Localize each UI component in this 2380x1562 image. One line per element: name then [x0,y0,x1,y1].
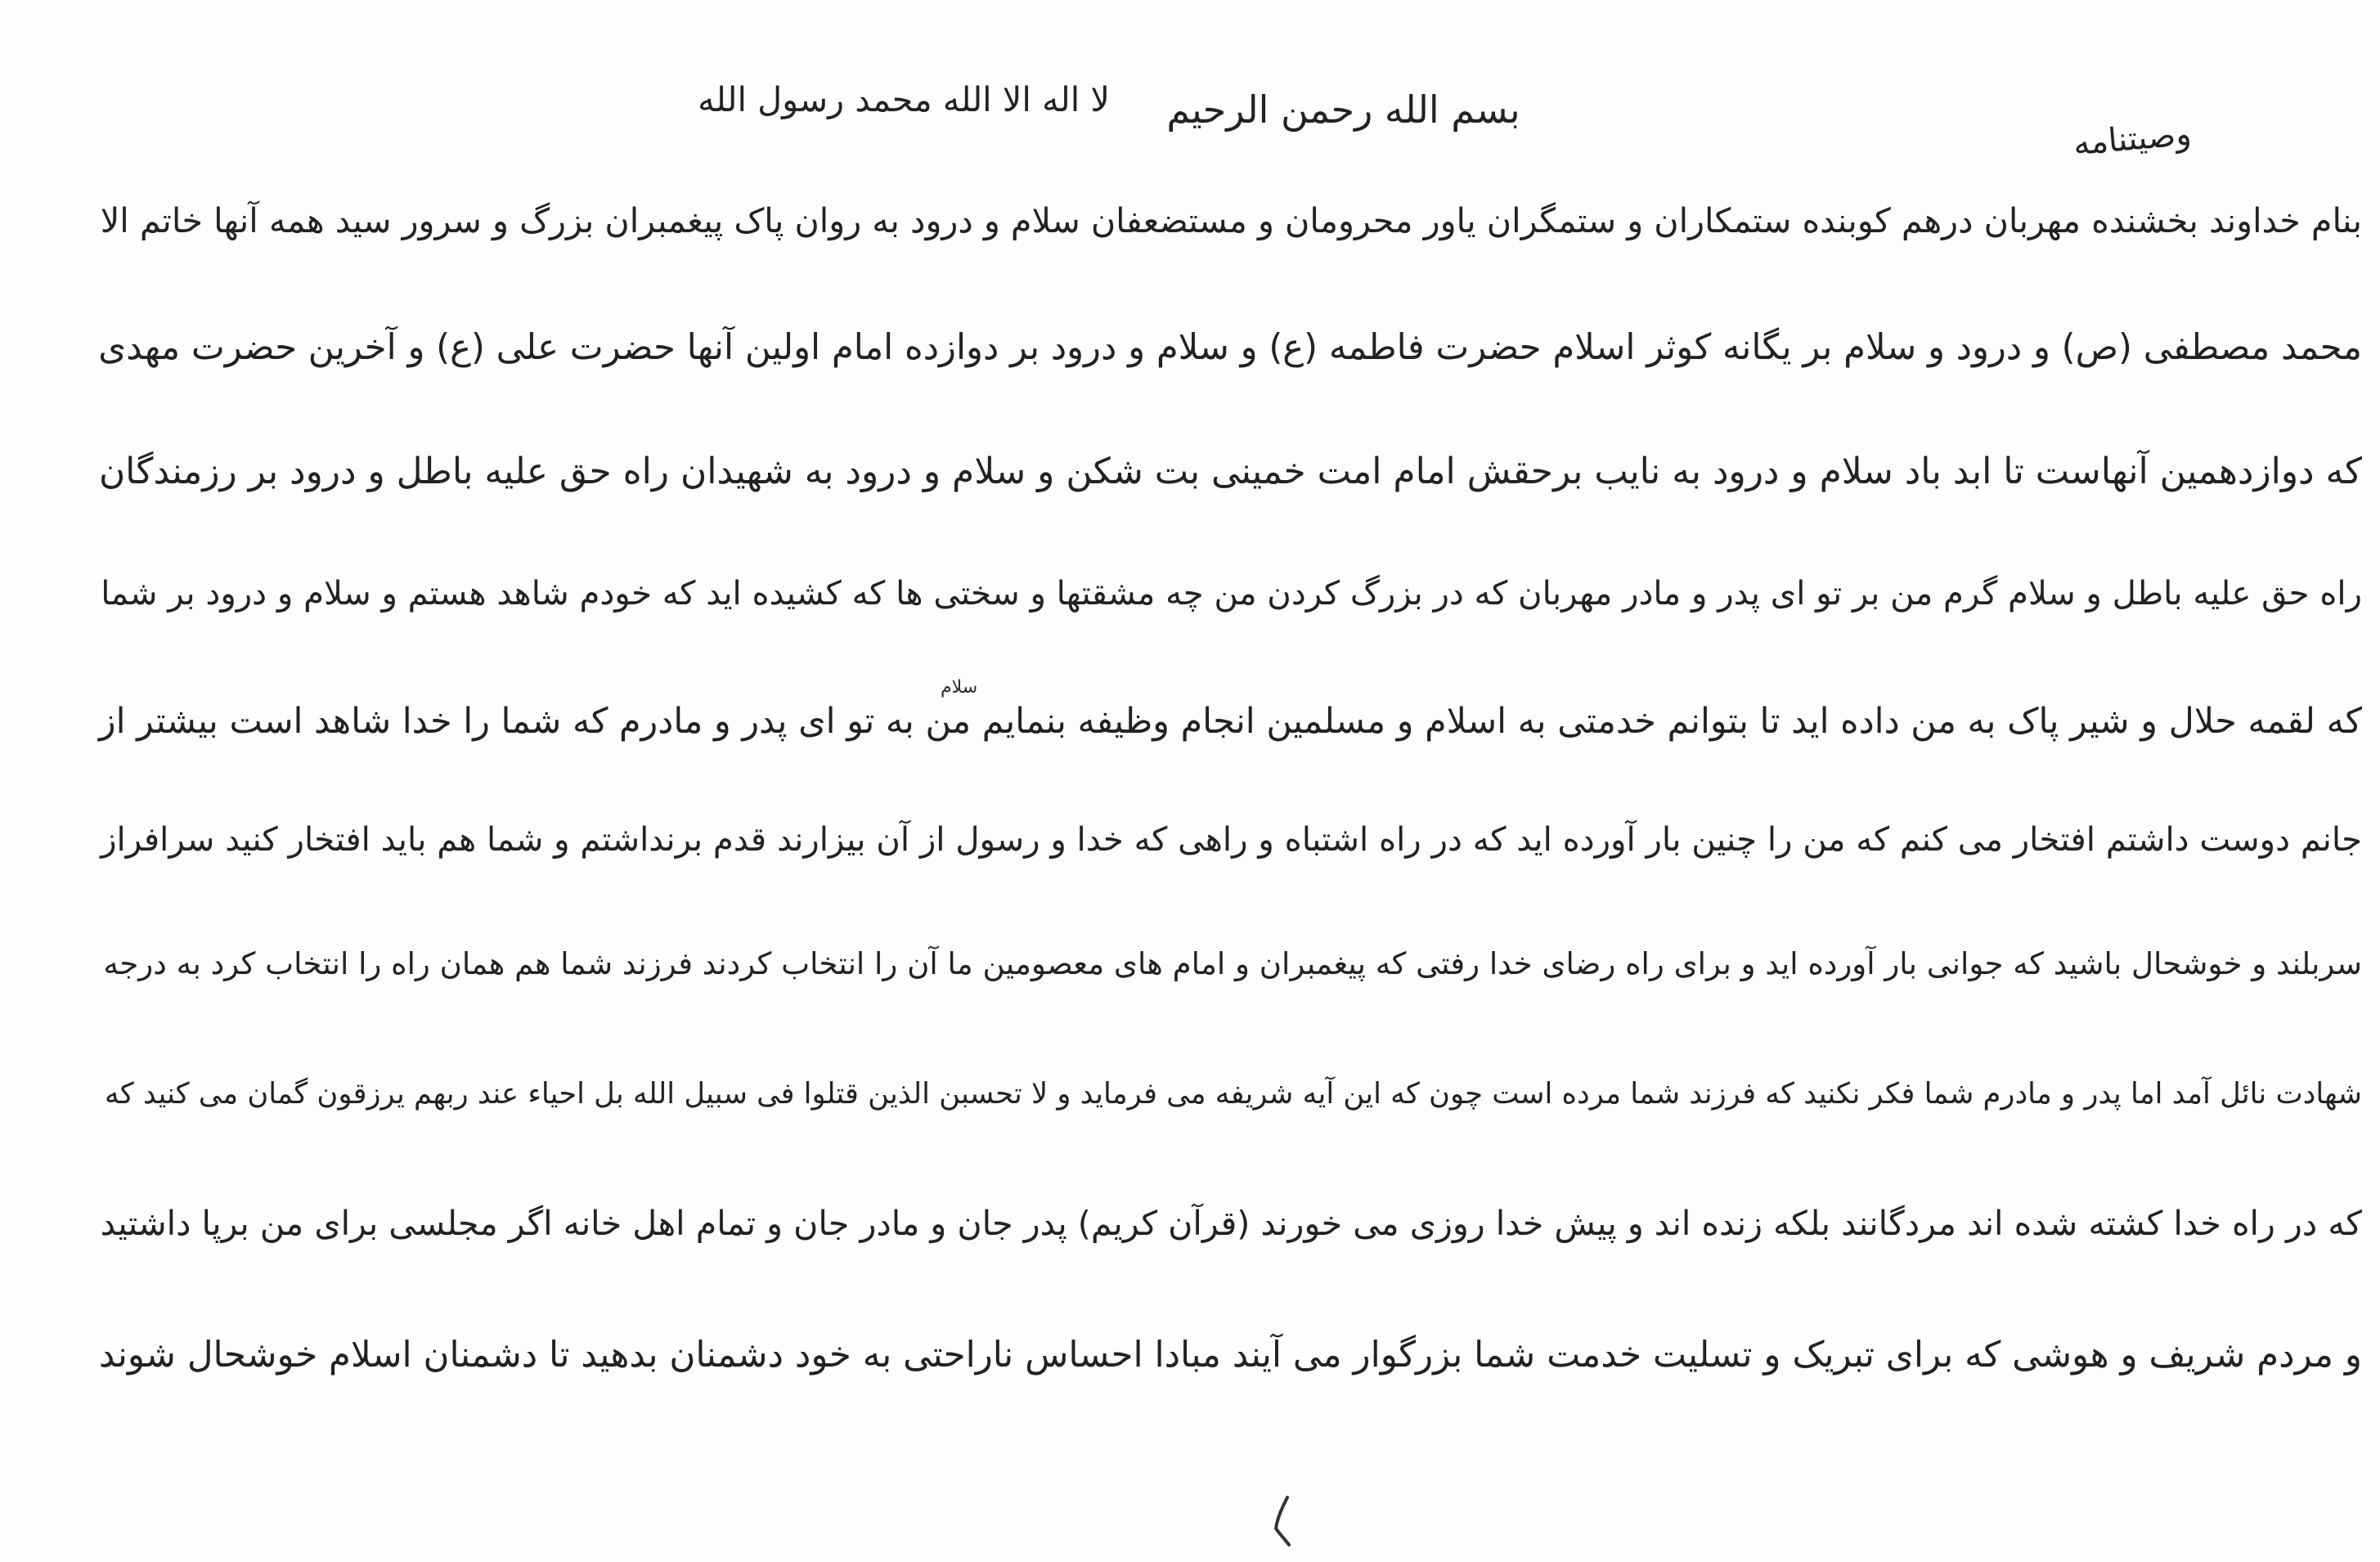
line-text: که لقمه حلال و شیر پاک به من داده اید تا بتوانم خدمتی به اسلام و مسلمین انجام وظیفه بنمایم من به تو ای پدر و مادرم که شما را خدا شاهد است بیشتر از [98,701,2362,742]
ink-mark [1260,1492,1309,1550]
document-title-text: وصیتنامه [2072,114,2194,164]
line-text: و مردم شریف و هوشی که برای تبریک و تسلیت خدمت شما بزرگوار می آیند مبادا احساس ناراحتی به خود دشمنان بدهید تا دشمنان اسلام خوشحال شوند [98,1334,2362,1376]
will-line-6 [72,815,2362,876]
shahada-text: لا اله الا الله محمد رسول الله [698,80,1110,119]
line-text: که دوازدهمین آنهاست تا ابد باد سلام و درود به نایب برحقش امام امت خمینی بت شکن و سلام و درود به شهیدان راه حق علیه باطل و درود بر رزمندگان [98,451,2362,492]
will-line-4 [72,569,2362,630]
line-text: بنام خداوند بخشنده مهربان درهم کوبنده ستمکاران و ستمگران یاور محرومان و مستضعفان سلام و درود به روان پاک پیغمبران بزرگ و سرور سید همه آنها خاتم الا [100,201,2362,240]
document-title [2059,109,2206,178]
line-text: راه حق علیه باطل و سلام گرم من بر تو ای پدر و مادر مهربان که در بزرگ کردن من چه مشقتها و سختی ها که کشیده اید که خودم شاهد هستم و سلام و درود بر شما [101,575,2362,613]
line-text: سربلند و خوشحال باشید که جوانی بار آورده اید و برای راه رضای خدا رفتی که پیغمبران و امام های معصومین ما آن را انتخاب کردند فرزند شما هم همان راه را انتخاب کرد به درجه [103,946,2362,981]
will-line-3 [72,445,2362,505]
shahada-heading [695,75,1112,132]
will-line-2 [72,321,2362,382]
will-line-1 [72,196,2362,257]
will-line-8 [72,1073,2362,1133]
will-line-7 [72,941,2362,1002]
will-line-10 [72,1328,2362,1389]
basmala-heading [1149,82,1538,139]
interlinear-insertion: سلام [941,677,978,698]
line-text: شهادت نائل آمد اما پدر و مادرم شما فکر نکنید که فرزند شما مرده است چون که این آیه شریفه می فرماید و لا تحسبن الذین قتلوا فی سبیل الله بل احیاء عند ربهم یرزقون گمان می کنید که [104,1077,2362,1111]
line-text: محمد مصطفی (ص) و درود و سلام بر یگانه کوثر اسلام حضرت فاطمه (ع) و سلام و درود بر دوازده امام اولین آنها حضرت علی (ع) و آخرین حضرت مهدی [98,327,2362,368]
basmala-text: بسم الله رحمن الرحیم [1166,88,1520,132]
line-text: که در راه خدا کشته شده اند مردگانند بلکه زنده اند و پیش خدا روزی می خورند (قرآن کریم) پدر جان و مادر جان و تمام اهل خانه اگر مجلسی برای من برپا داشتید [100,1204,2362,1243]
will-line-9 [72,1199,2362,1259]
line-text: جانم دوست داشتم افتخار می کنم که من را چنین بار آورده اید که در راه اشتباه و راهی که خدا و رسول از آن بیزارند قدم برنداشتم و شما هم باید افتخار کنید سرافراز [101,821,2362,859]
will-line-5 [72,695,2362,756]
